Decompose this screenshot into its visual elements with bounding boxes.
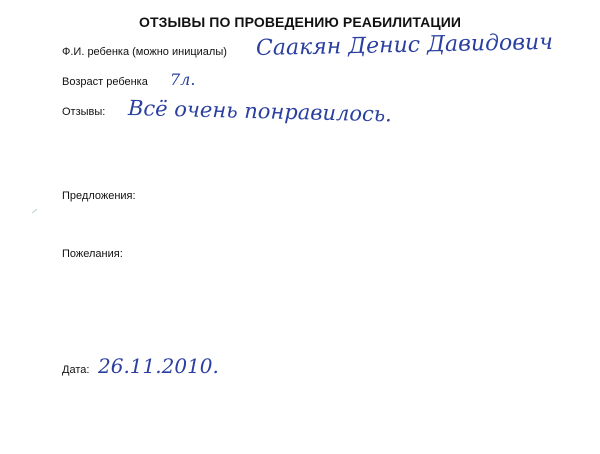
age-value: 7л. bbox=[170, 70, 196, 89]
reviews-label: Отзывы: bbox=[62, 106, 106, 118]
suggestions-label: Предложения: bbox=[62, 190, 136, 202]
form-title: ОТЗЫВЫ ПО ПРОВЕДЕНИЮ РЕАБИЛИТАЦИИ bbox=[138, 14, 462, 30]
scan-speck-mark bbox=[32, 208, 38, 214]
reviews-value: Всё очень понравилось. bbox=[127, 96, 393, 127]
date-label: Дата: bbox=[62, 364, 90, 376]
date-value: 26.11.2010. bbox=[98, 354, 219, 378]
wishes-label: Пожелания: bbox=[62, 248, 123, 260]
name-label: Ф.И. ребенка (можно инициалы) bbox=[62, 46, 227, 58]
age-label: Возраст ребенка bbox=[62, 76, 148, 88]
name-value: Саакян Денис Давидович bbox=[255, 29, 554, 61]
